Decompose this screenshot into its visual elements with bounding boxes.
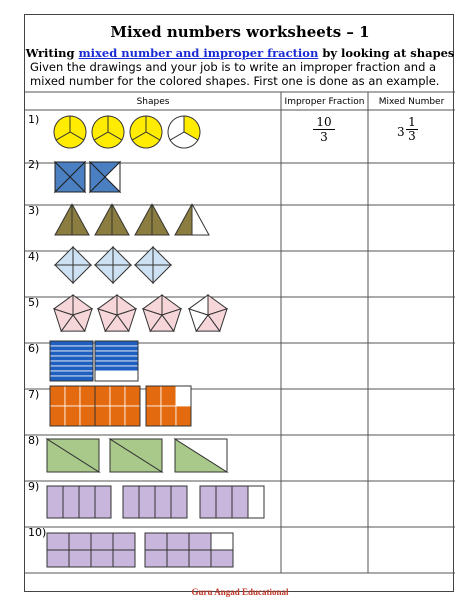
triangle-shape-1	[55, 204, 89, 235]
pentagon-shape-3	[143, 295, 181, 331]
triangle-shape-2	[95, 204, 129, 235]
fourths-shape-3	[200, 486, 264, 518]
triangle-shape-4	[175, 204, 209, 235]
instructions: Given the drawings and your job is to write an improper fraction and a mixed number for the colored shapes. First one is done as an example.	[30, 60, 440, 88]
row-label-4: 4)	[28, 250, 40, 263]
eighths-shape-1	[47, 533, 135, 567]
row-label-5: 5)	[28, 296, 40, 309]
grid-shape-1	[50, 386, 95, 426]
grid-shape-3	[146, 386, 191, 426]
header-mixed-number: Mixed Number	[378, 97, 445, 107]
rectangle-shape-1	[47, 439, 99, 472]
pentagon-shape-2	[98, 295, 136, 331]
improper-denominator: 3	[320, 130, 328, 144]
square-shape-1	[55, 162, 85, 192]
row-label-3: 3)	[28, 204, 40, 217]
diamond-shape-2	[95, 247, 131, 283]
row-label-8: 8)	[28, 434, 40, 447]
page-title: Mixed numbers worksheets – 1	[110, 23, 370, 41]
bar-shape-2	[95, 341, 138, 381]
circle-shape-1	[54, 116, 86, 148]
mixed-numerator: 1	[406, 116, 418, 130]
pentagon-shape-1	[54, 295, 92, 331]
grid-shape-2	[95, 386, 140, 426]
row-label-10: 10)	[28, 526, 47, 539]
circle-shape-2	[92, 116, 124, 148]
mixed-denominator: 3	[408, 129, 416, 143]
row-label-2: 2)	[28, 158, 40, 171]
shapes-layer	[25, 15, 455, 593]
circle-shape-3	[130, 116, 162, 148]
header-shapes: Shapes	[136, 97, 170, 107]
header-improper-fraction: Improper Fraction	[284, 97, 365, 107]
row-label-6: 6)	[28, 342, 40, 355]
circle-shape-4	[168, 116, 200, 148]
row-label-7: 7)	[28, 388, 40, 401]
mixed-whole: 3	[397, 125, 405, 139]
subtitle-suffix: by looking at shapes	[318, 46, 455, 60]
rectangle-shape-2	[110, 439, 162, 472]
row-label-9: 9)	[28, 480, 40, 493]
bar-shape-1	[50, 341, 93, 381]
subtitle-prefix: Writing	[25, 46, 79, 60]
rectangle-shape-3	[175, 439, 227, 472]
worksheet	[24, 14, 455, 597]
eighths-shape-2	[145, 533, 233, 567]
diamond-shape-3	[135, 247, 171, 283]
triangle-shape-3	[135, 204, 169, 235]
fourths-shape-2	[123, 486, 187, 518]
row-label-1: 1)	[28, 113, 40, 126]
footer-credit: Guru Angad Educational	[191, 587, 289, 597]
diamond-shape-1	[55, 247, 91, 283]
square-shape-2	[90, 162, 120, 192]
pentagon-shape-4	[189, 295, 227, 331]
fourths-shape-1	[47, 486, 111, 518]
improper-numerator: 10	[313, 115, 335, 130]
subtitle-link[interactable]: mixed number and improper fraction	[78, 46, 319, 60]
